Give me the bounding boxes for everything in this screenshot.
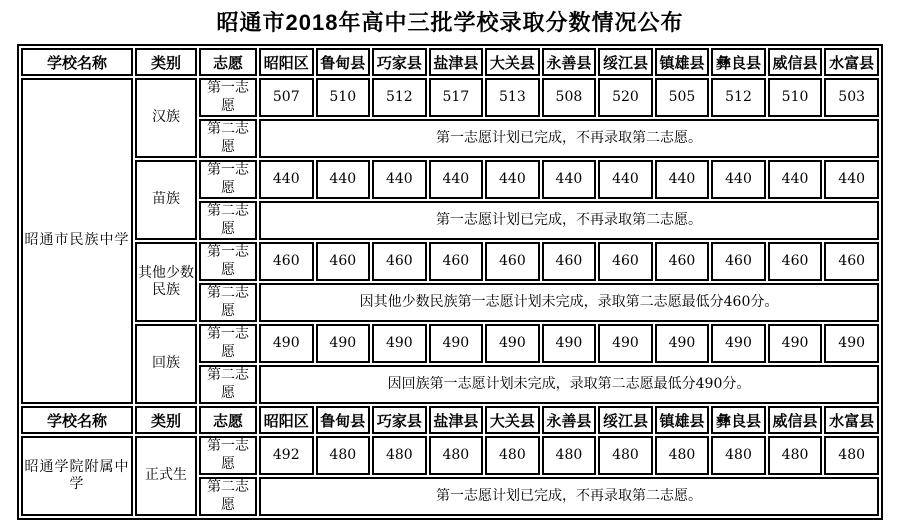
score-cell: 440	[768, 160, 823, 199]
score-cell: 440	[655, 160, 710, 199]
score-cell: 460	[768, 242, 823, 281]
score-cell: 460	[655, 242, 710, 281]
score-cell: 490	[316, 324, 371, 363]
scores-table-body	[21, 48, 879, 516]
column-header: 学校名称	[21, 48, 133, 76]
score-row	[21, 324, 879, 363]
column-header: 彝良县	[711, 48, 766, 76]
score-cell: 460	[372, 242, 427, 281]
score-cell: 440	[598, 160, 653, 199]
score-cell: 440	[316, 160, 371, 199]
choice-label-cell: 第一志愿	[199, 242, 257, 281]
score-cell: 513	[485, 78, 540, 117]
score-cell: 492	[259, 436, 314, 475]
score-cell: 490	[485, 324, 540, 363]
score-cell: 512	[372, 78, 427, 117]
score-cell: 480	[372, 436, 427, 475]
column-header: 巧家县	[372, 406, 427, 434]
column-header: 威信县	[768, 406, 823, 434]
score-cell: 460	[598, 242, 653, 281]
choice-label-cell: 第二志愿	[199, 365, 257, 404]
score-cell: 440	[485, 160, 540, 199]
score-cell: 480	[316, 436, 371, 475]
note-cell: 第一志愿计划已完成，不再录取第二志愿。	[259, 477, 879, 516]
note-cell: 第一志愿计划已完成，不再录取第二志愿。	[259, 201, 879, 240]
choice-label-cell: 第二志愿	[199, 119, 257, 158]
choice-label-cell: 第二志愿	[199, 477, 257, 516]
column-header: 镇雄县	[655, 48, 710, 76]
score-cell: 440	[711, 160, 766, 199]
score-row	[21, 436, 879, 475]
column-header: 大关县	[485, 48, 540, 76]
column-header: 鲁甸县	[316, 48, 371, 76]
score-cell: 490	[598, 324, 653, 363]
scores-table	[17, 44, 883, 520]
score-cell: 440	[259, 160, 314, 199]
note-cell: 因回族第一志愿计划未完成，录取第二志愿最低分490分。	[259, 365, 879, 404]
category-cell: 正式生	[135, 436, 197, 516]
score-cell: 460	[316, 242, 371, 281]
score-cell: 460	[485, 242, 540, 281]
page-title: 昭通市2018年高中三批学校录取分数情况公布	[216, 10, 684, 35]
score-cell: 480	[429, 436, 484, 475]
score-cell: 460	[824, 242, 879, 281]
score-cell: 440	[542, 160, 597, 199]
category-cell: 汉族	[135, 78, 197, 158]
score-cell: 490	[372, 324, 427, 363]
column-header: 志愿	[199, 48, 257, 76]
score-cell: 507	[259, 78, 314, 117]
score-cell: 480	[824, 436, 879, 475]
choice-label-cell: 第二志愿	[199, 283, 257, 322]
header-row	[21, 406, 879, 434]
score-cell: 505	[655, 78, 710, 117]
score-cell: 517	[429, 78, 484, 117]
column-header: 志愿	[199, 406, 257, 434]
column-header: 绥江县	[598, 48, 653, 76]
column-header: 彝良县	[711, 406, 766, 434]
score-row	[21, 242, 879, 281]
column-header: 大关县	[485, 406, 540, 434]
choice-label-cell: 第一志愿	[199, 78, 257, 117]
score-cell: 490	[542, 324, 597, 363]
column-header: 永善县	[542, 48, 597, 76]
score-cell: 460	[711, 242, 766, 281]
choice-label-cell: 第一志愿	[199, 436, 257, 475]
score-cell: 480	[598, 436, 653, 475]
choice-label-cell: 第一志愿	[199, 160, 257, 199]
category-cell: 苗族	[135, 160, 197, 240]
score-cell: 510	[316, 78, 371, 117]
score-cell: 503	[824, 78, 879, 117]
score-cell: 440	[824, 160, 879, 199]
school-name-cell: 昭通学院附属中学	[21, 436, 133, 516]
score-cell: 480	[542, 436, 597, 475]
column-header: 绥江县	[598, 406, 653, 434]
column-header: 类别	[135, 406, 197, 434]
score-cell: 480	[485, 436, 540, 475]
score-cell: 490	[259, 324, 314, 363]
score-cell: 460	[542, 242, 597, 281]
column-header: 类别	[135, 48, 197, 76]
column-header: 永善县	[542, 406, 597, 434]
score-cell: 490	[768, 324, 823, 363]
column-header: 巧家县	[372, 48, 427, 76]
header-row	[21, 48, 879, 76]
column-header: 昭阳区	[259, 48, 314, 76]
column-header: 学校名称	[21, 406, 133, 434]
score-cell: 490	[429, 324, 484, 363]
score-cell: 480	[711, 436, 766, 475]
score-cell: 480	[655, 436, 710, 475]
note-cell: 第一志愿计划已完成，不再录取第二志愿。	[259, 119, 879, 158]
category-cell: 回族	[135, 324, 197, 404]
choice-label-cell: 第二志愿	[199, 201, 257, 240]
choice-label-cell: 第一志愿	[199, 324, 257, 363]
score-cell: 460	[259, 242, 314, 281]
score-cell: 508	[542, 78, 597, 117]
score-cell: 440	[429, 160, 484, 199]
score-cell: 490	[711, 324, 766, 363]
column-header: 水富县	[824, 48, 879, 76]
score-row	[21, 78, 879, 117]
column-header: 水富县	[824, 406, 879, 434]
column-header: 镇雄县	[655, 406, 710, 434]
note-cell: 因其他少数民族第一志愿计划未完成，录取第二志愿最低分460分。	[259, 283, 879, 322]
score-cell: 512	[711, 78, 766, 117]
score-cell: 490	[655, 324, 710, 363]
column-header: 鲁甸县	[316, 406, 371, 434]
score-cell: 480	[768, 436, 823, 475]
score-cell: 510	[768, 78, 823, 117]
score-row	[21, 160, 879, 199]
column-header: 昭阳区	[259, 406, 314, 434]
school-name-cell: 昭通市民族中学	[21, 78, 133, 404]
score-cell: 440	[372, 160, 427, 199]
score-cell: 520	[598, 78, 653, 117]
column-header: 盐津县	[429, 406, 484, 434]
score-cell: 460	[429, 242, 484, 281]
column-header: 盐津县	[429, 48, 484, 76]
category-cell: 其他少数民族	[135, 242, 197, 322]
score-cell: 490	[824, 324, 879, 363]
column-header: 威信县	[768, 48, 823, 76]
